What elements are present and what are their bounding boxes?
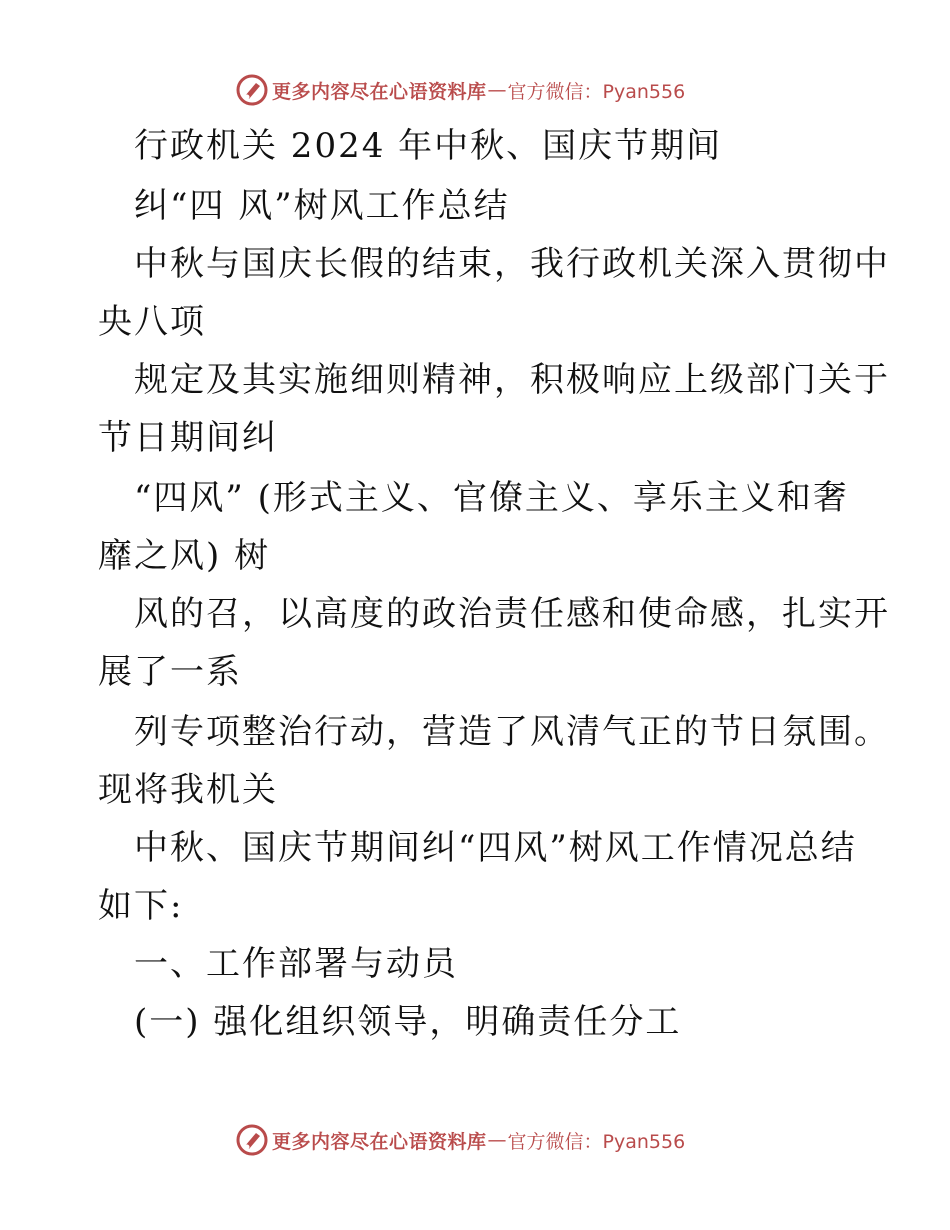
footer-watermark: [236, 1122, 685, 1158]
doc-line: 风的召，以高度的政治责任感和使命感，扎实开: [134, 594, 890, 634]
watermark-contact: 官方微信：Pyan556: [507, 1130, 686, 1153]
doc-line: 列专项整治行动，营造了风清气正的节日氛围。: [134, 712, 890, 752]
doc-line: 如下:: [98, 886, 184, 926]
watermark-main-text: 更多内容尽在心语资料库: [272, 1130, 487, 1153]
doc-line: 现将我机关: [98, 770, 278, 810]
doc-line: 中秋、国庆节期间纠“四风”树风工作情况总结: [134, 828, 857, 868]
doc-line: 规定及其实施细则精神，积极响应上级部门关于: [134, 360, 890, 400]
watermark-main-text: 更多内容尽在心语资料库: [272, 80, 487, 103]
doc-line: 靡之风) 树: [98, 536, 271, 576]
logo-icon: [236, 1124, 268, 1156]
header-watermark: [236, 72, 685, 108]
watermark-separator: —: [487, 1129, 507, 1151]
subsection-heading: (一) 强化组织领导，明确责任分工: [134, 1002, 682, 1042]
watermark-separator: —: [487, 79, 507, 101]
doc-line: 节日期间纠: [98, 418, 278, 458]
doc-title-line-2: 纠“四 风”树风工作总结: [134, 186, 510, 226]
doc-line: 中秋与国庆长假的结束，我行政机关深入贯彻中: [134, 244, 890, 284]
doc-line: “四风” (形式主义、官僚主义、享乐主义和奢: [134, 478, 849, 518]
section-heading: 一、工作部署与动员: [134, 944, 458, 984]
doc-line: 展了一系: [98, 652, 242, 692]
watermark-contact: 官方微信：Pyan556: [507, 80, 686, 103]
logo-icon: [236, 74, 268, 106]
doc-line: 央八项: [98, 302, 206, 342]
doc-title-line-1: 行政机关 2024 年中秋、国庆节期间: [134, 126, 723, 166]
